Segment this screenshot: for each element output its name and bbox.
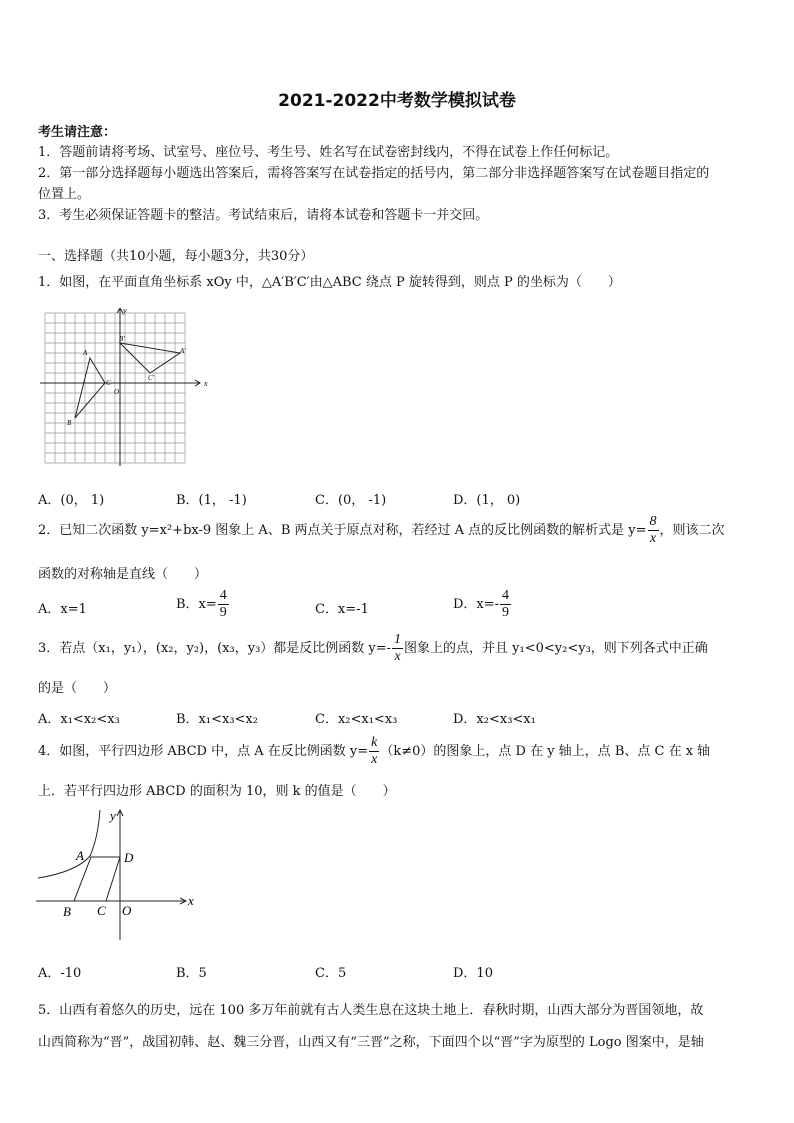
q3-fraction-num: 1 [394,632,402,647]
q4-y-axis-label: y [110,808,116,823]
question-4-line-2: 上．若平行四边形 ABCD 的面积为 10，则 k 的值是（ ） [38,784,396,799]
q2-fraction-num: 8 [649,514,657,529]
q1-y-axis-label: y [123,308,127,315]
question-2-line-2: 函数的对称轴是直线（ ） [38,567,208,582]
question-4-line-1 [38,735,710,768]
q2-option-d-pre: D．x=- [453,597,500,612]
q4-x-axis-label: x [188,893,194,908]
q3-fraction-den: x [394,649,401,664]
q2-option-d-num: 4 [502,588,510,603]
q2-option-b-num: 4 [219,588,227,603]
q4-parallelogram-figure [36,808,196,943]
notice-item: 位置上。 [38,187,91,202]
notice-item: 3．考生必须保证答题卡的整洁。考试结束后，请将本试卷和答题卡一并交回。 [38,208,489,223]
q2-option-b-den: 9 [219,605,227,620]
q1-label-B-prime: B′ [119,335,125,343]
q3-option-a: A．x₁<x₂<x₃ [38,712,120,727]
q2-option-c: C．x=-1 [315,602,369,617]
q1-x-axis-label: x [204,379,208,388]
q1-label-B: B [67,419,72,427]
q1-label-C: C [106,379,111,387]
q2-option-d-den: 9 [502,605,510,620]
q4-option-d: D．10 [453,966,493,981]
q3-option-c: C．x₂<x₁<x₃ [315,712,398,727]
q4-option-c: C．5 [315,966,347,981]
question-2-line-1 [38,514,725,547]
q4-label-C: C [97,903,106,918]
q1-label-C-prime: C′ [148,374,155,382]
question-1-text: 1．如图，在平面直角坐标系 xOy 中，△A′B′C′由△ABC 绕点 P 旋转得到，则点 P 的坐标为（ ） [38,275,621,290]
q2-option-d [453,588,512,621]
q2-option-b [176,588,230,621]
q4-text-post: （k≠0）的图象上，点 D 在 y 轴上，点 B、点 C 在 x 轴 [380,744,711,759]
q4-label-A: A [76,848,84,863]
q1-origin-label: O [114,388,120,396]
q2-fraction [648,514,659,547]
q4-option-a: A．-10 [38,966,82,981]
q4-fraction-den: x [371,752,378,767]
exam-title: 2021-2022中考数学模拟试卷 [278,91,516,111]
q1-option-c: C．(0， -1) [315,493,387,508]
q4-option-b: B．5 [176,966,207,981]
q4-label-B: B [63,904,71,919]
q3-option-d: D．x₂<x₃<x₁ [453,712,536,727]
question-5-line-1: 5．山西有着悠久的历史，远在 100 多万年前就有古人类生息在这块土地上．春秋时期，山西大部分为晋国领地，故 [38,1003,704,1018]
q3-option-b: B．x₁<x₃<x₂ [176,712,258,727]
q3-fraction [392,632,403,665]
q2-text-pre: 2．已知二次函数 y=x²+bx-9 图象上 A、B 两点关于原点对称，若经过 A 点的反比例函数的解析式是 y= [38,523,647,538]
question-5-line-2: 山西简称为“晋”，战国初韩、赵、魏三分晋，山西又有“三晋”之称，下面四个以“晋”字为原型的 Logo 图案中，是轴 [38,1035,704,1050]
question-3-line-1 [38,632,708,665]
q2-option-b-pre: B．x= [176,597,217,612]
q2-option-a: A．x=1 [38,602,87,617]
q1-label-A-prime: A′ [180,347,186,355]
question-3-line-2: 的是（ ） [38,681,117,696]
q1-option-b: B．(1， -1) [176,493,247,508]
q2-option-d-fraction [500,588,511,621]
q1-grid-figure [40,308,210,470]
notice-item: 1．答题前请将考场、试室号、座位号、考生号、姓名写在试卷密封线内，不得在试卷上作任何标记。 [38,145,619,160]
q4-label-D: D [124,850,134,865]
notice-heading: 考生请注意： [38,125,117,140]
q4-text-pre: 4．如图，平行四边形 ABCD 中，点 A 在反比例函数 y= [38,744,369,759]
q2-text-post: ，则该二次 [659,523,725,538]
q4-fraction [369,735,379,768]
q3-text-post: 图象上的点，并且 y₁<0<y₂<y₃，则下列各式中正确 [404,641,708,656]
section-heading: 一、选择题（共10小题，每小题3分，共30分） [38,249,314,264]
q2-option-b-fraction [218,588,229,621]
q4-origin-label: O [122,903,132,918]
q1-label-A: A [83,349,88,357]
q2-fraction-den: x [649,531,657,546]
q1-option-d: D．(1， 0) [453,493,521,508]
notice-item: 2．第一部分选择题每小题选出答案后，需将答案写在试卷指定的括号内，第二部分非选择题答案写在试卷题目指定的 [38,166,710,181]
q1-option-a: A．(0， 1) [38,493,105,508]
q3-text-pre: 3．若点（x₁，y₁），(x₂，y₂)，(x₃，y₃）都是反比例函数 y=- [38,641,392,656]
q4-fraction-num: k [371,735,378,750]
